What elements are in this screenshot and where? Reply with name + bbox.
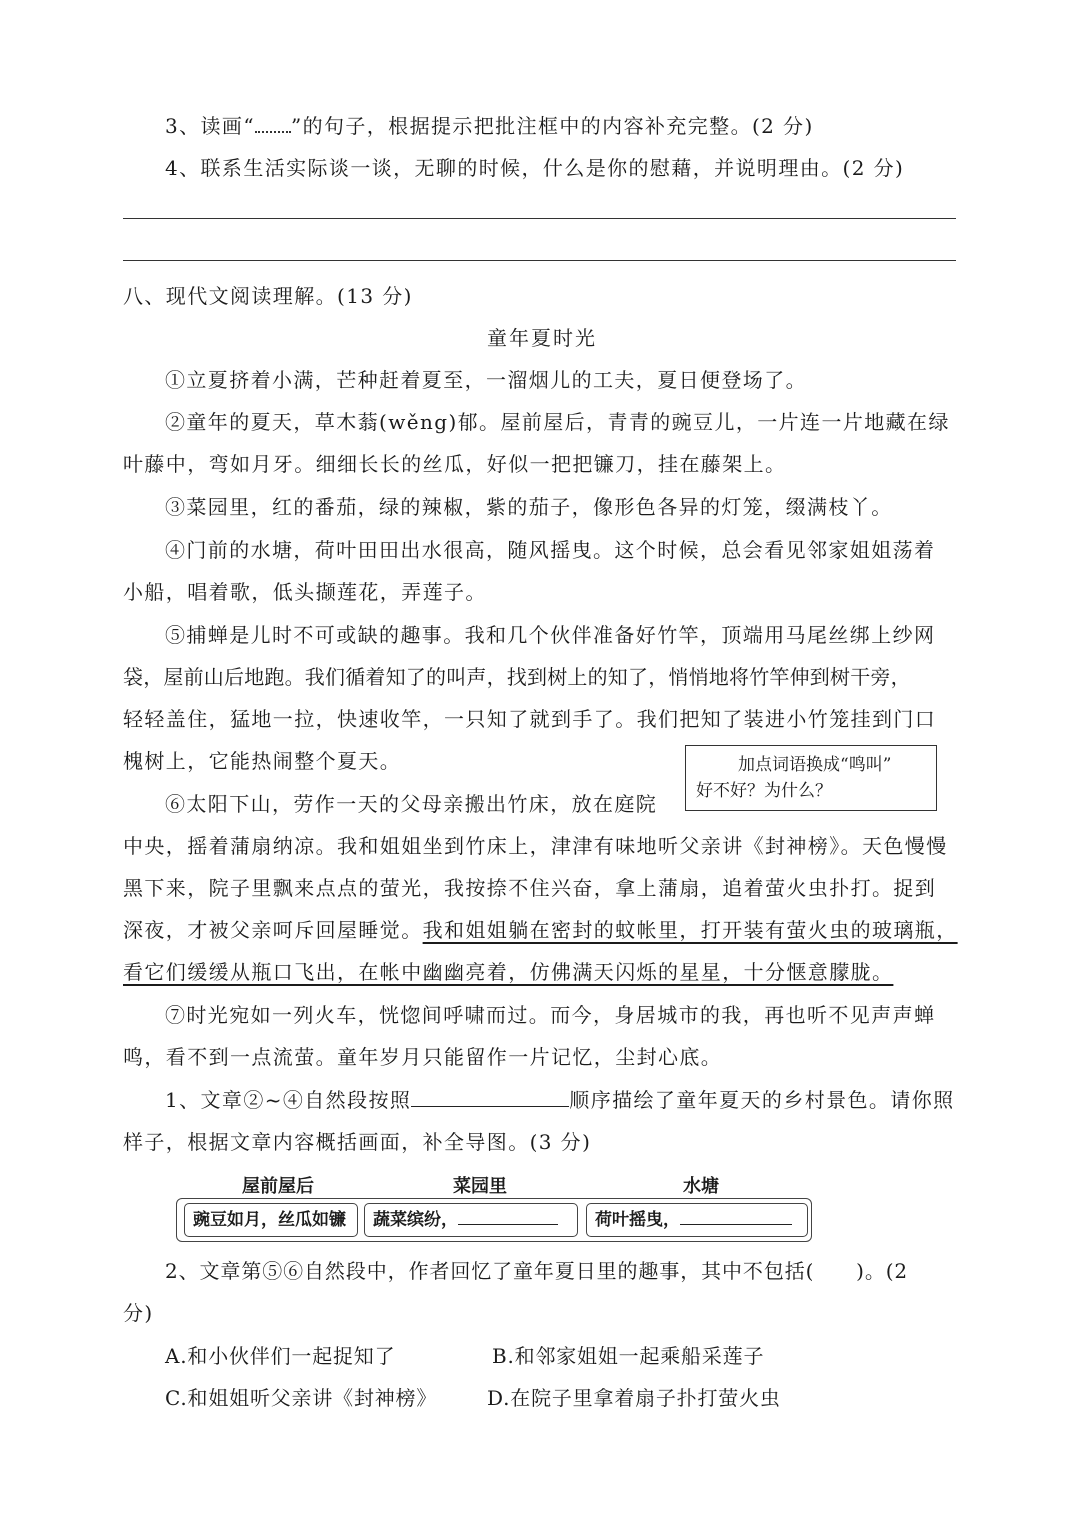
paragraph-6-line-3: 黑下来，院子里飘来点点的萤光，我按捺不住兴奋，拿上蒲扇，追着萤火虫扑打。捉到 xyxy=(123,876,937,900)
paragraph-6-line-1: ⑥太阳下山，劳作一天的父母亲搬出竹床，放在庭院 xyxy=(165,792,658,816)
paragraph-5-line-3: 轻轻盖住，猛地一拉，快速收竿，一只知了就到手了。我们把知了装进小竹笼挂到门口 xyxy=(123,707,937,731)
article-title: 童年夏时光 xyxy=(487,326,597,350)
question-2-line-1: 2、文章第⑤⑥自然段中，作者回忆了童年夏日里的趣事，其中不包括( )。(2 xyxy=(165,1259,909,1283)
annotation-line-1: 加点词语换成“鸣叫” xyxy=(738,755,892,775)
paragraph-2-line-1: ②童年的夏天，草木蓊(wěng)郁。屋前屋后，青青的豌豆儿，一片连一片地藏在绿 xyxy=(165,410,950,434)
mindmap-box-1: 豌豆如月，丝瓜如镰 xyxy=(184,1203,358,1237)
paragraph-5-line-4: 槐树上，它能热闹整个夏天。 xyxy=(123,749,402,773)
mindmap-box-3: 荷叶摇曳， xyxy=(586,1203,808,1237)
option-b[interactable]: B.和邻家姐姐一起乘船采莲子 xyxy=(492,1344,765,1368)
paragraph-2-line-2: 叶藤中，弯如月牙。细细长长的丝瓜，好似一把把镰刀，挂在藤架上。 xyxy=(123,452,787,476)
paragraph-6-line-2: 中央，摇着蒲扇纳凉。我和姐姐坐到竹床上，津津有味地听父亲讲《封神榜》。天色慢慢 xyxy=(123,834,948,858)
dotted-underline-sample xyxy=(255,113,291,133)
section-heading: 八、现代文阅读理解。(13 分) xyxy=(123,284,413,308)
mindmap-blank-2[interactable] xyxy=(458,1204,558,1225)
mindmap-label-1: 屋前屋后 xyxy=(242,1176,314,1197)
paragraph-4-line-1: ④门前的水塘，荷叶田田出水很高，随风摇曳。这个时候，总会看见邻家姐姐荡着 xyxy=(165,538,936,562)
paragraph-3: ③菜园里，红的番茄，绿的辣椒，紫的茄子，像形色各异的灯笼，缀满枝丫。 xyxy=(165,495,893,519)
question-2-line-2: 分) xyxy=(123,1301,154,1325)
mindmap-label-2: 菜园里 xyxy=(453,1176,507,1197)
option-c[interactable]: C.和姐姐听父亲讲《封神榜》 xyxy=(165,1386,438,1410)
question-1-line-1: 1、文章②~④自然段按照 顺序描绘了童年夏天的乡村景色。请你照 xyxy=(165,1088,955,1112)
question-3: 3、读画“ ”的句子，根据提示把批注框中的内容补充完整。(2 分) xyxy=(165,114,814,138)
underlined-sentence-part-2: 看它们缓缓从瓶口飞出，在帐中幽幽亮着，仿佛满天闪烁的星星，十分惬意朦胧。 xyxy=(123,960,894,984)
paragraph-5-line-2: 袋，屋前山后地跑。我们循着知了的叫声，找到树上的知了，悄悄地将竹竿伸到树干旁， xyxy=(123,665,911,689)
mindmap-blank-3[interactable] xyxy=(680,1204,792,1225)
answer-blank-order[interactable] xyxy=(411,1086,569,1107)
paragraph-4-line-2: 小船，唱着歌，低头撷莲花，弄莲子。 xyxy=(123,580,487,604)
paragraph-1: ①立夏挤着小满，芒种赶着夏至，一溜烟儿的工夫，夏日便登场了。 xyxy=(165,368,807,392)
question-1-line-2: 样子，根据文章内容概括画面，补全导图。(3 分) xyxy=(123,1130,592,1154)
paragraph-7-line-1: ⑦时光宛如一列火车，恍惚间呼啸而过。而今，身居城市的我，再也听不见声声蝉 xyxy=(165,1003,936,1027)
paragraph-5-line-1: ⑤捕蝉是儿时不可或缺的趣事。我和几个伙伴准备好竹竿，顶端用马尾丝绑上纱网 xyxy=(165,623,936,647)
answer-line-1 xyxy=(123,218,956,219)
question-4: 4、联系生活实际谈一谈，无聊的时候，什么是你的慰藉，并说明理由。(2 分) xyxy=(165,156,905,180)
annotation-line-2: 好不好？为什么？ xyxy=(696,781,832,801)
paragraph-6-line-4: 深夜，才被父亲呵斥回屋睡觉。我和姐姐躺在密封的蚊帐里，打开装有萤火虫的玻璃瓶， xyxy=(123,918,958,942)
underlined-sentence-part-1: 我和姐姐躺在密封的蚊帐里，打开装有萤火虫的玻璃瓶， xyxy=(422,918,958,942)
option-a[interactable]: A.和小伙伴们一起捉知了 xyxy=(165,1344,396,1368)
mindmap-label-3: 水塘 xyxy=(683,1176,719,1197)
paragraph-7-line-2: 鸣，看不到一点流萤。童年岁月只能留作一片记忆，尘封心底。 xyxy=(123,1045,723,1069)
annotation-box xyxy=(685,745,937,811)
option-d[interactable]: D.在院子里拿着扇子扑打萤火虫 xyxy=(487,1386,781,1410)
answer-line-2 xyxy=(123,260,956,261)
mindmap-box-2: 蔬菜缤纷， xyxy=(364,1203,578,1237)
